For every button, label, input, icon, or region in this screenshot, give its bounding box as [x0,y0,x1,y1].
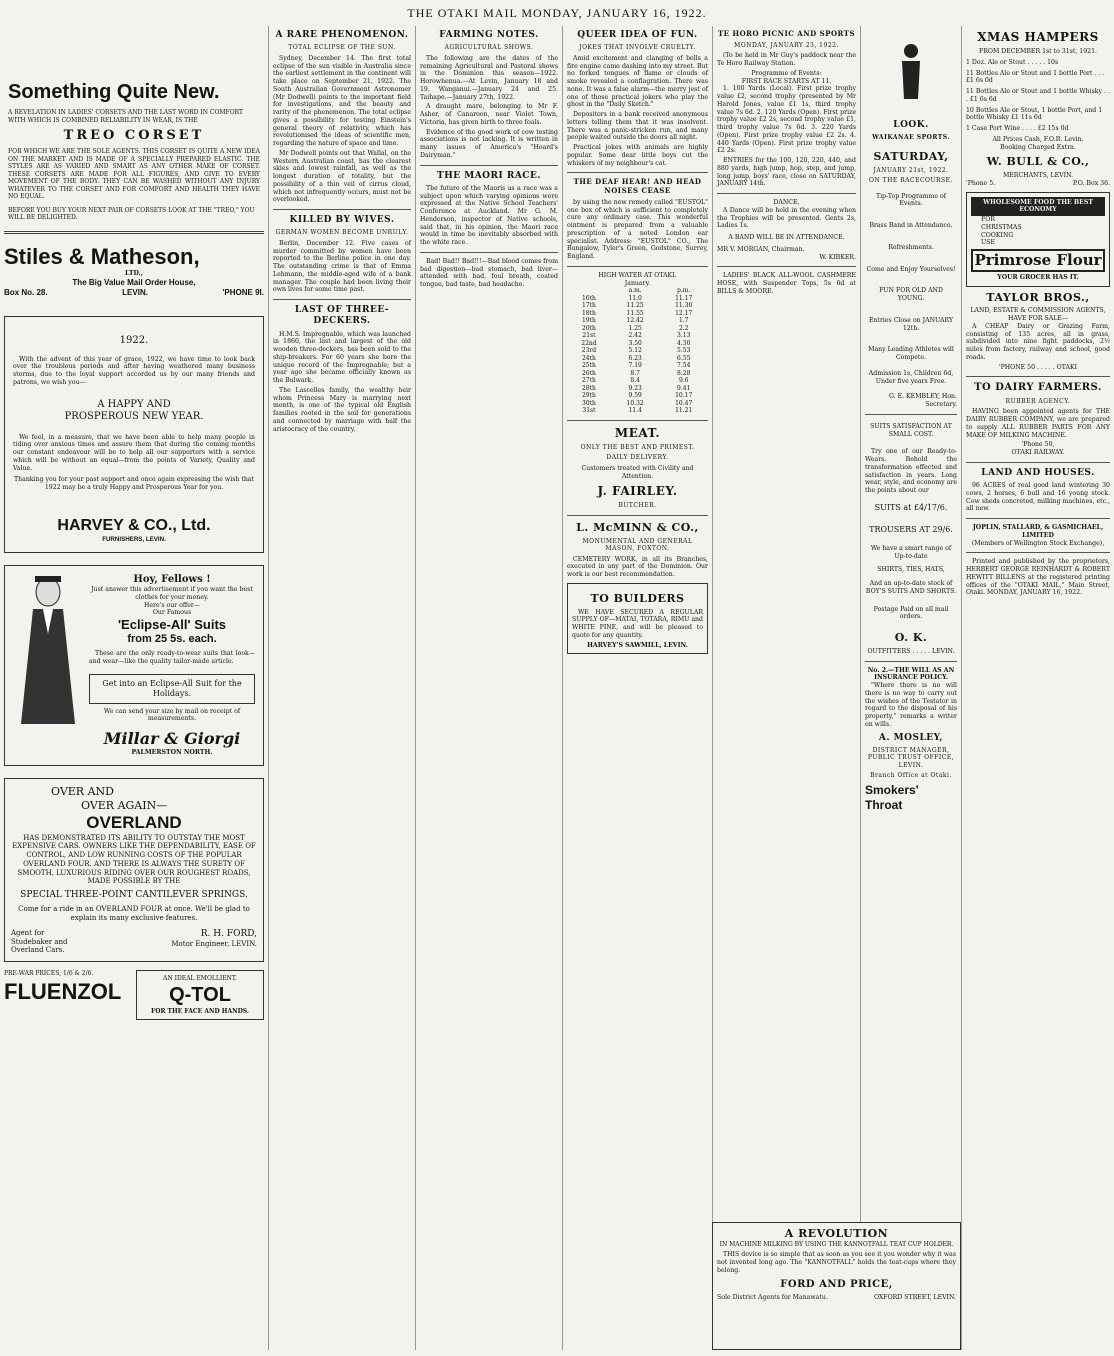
dance-title: DANCE. [773,199,800,206]
hamper-item: 1 Case Port Wine . . . . £2 15s 0d [966,125,1069,132]
meat-note: Customers treated with Civility and Attention. [581,464,694,480]
tides-col-day [567,287,611,295]
tides-row [567,385,708,393]
bull-box: P.O. Box 36. [1072,179,1110,187]
harvey-greeting1: A HAPPY AND [97,398,171,410]
bull-phone: 'Phone 5. [966,179,996,187]
bull-name: W. BULL & CO., [986,155,1090,169]
farming-p2: A draught mare, belonging to Mr F. Asher, of Canaroon, near Violet Town, Victoria, has given birth to three foals. [420,103,558,126]
tides-cell: 23rd [581,347,597,355]
farming-p1: The following are the dates of the remaining Agricultural and Pastoral shows in the Dominion this season—1922. Horowhenua.—At Levin, January 18 and 19. Wanganui.—January 24 and 25. Taihape.—January 27th, 1922. [420,54,558,101]
stiles-ltd: LTD., [125,270,143,278]
trousers-price: TROUSERS AT 29/6. [869,524,953,534]
divider [567,420,708,421]
tides-title: HIGH WATER AT OTAKI. [598,271,677,279]
harvey-ad [4,316,264,553]
gentleman-illustration-icon [13,574,83,757]
hamper-item: 1 Doz. Ale or Stout . . . . . 10s [966,58,1059,66]
column-news-1 [268,26,415,1350]
ok-name: O. K. [894,631,928,644]
admission: Admission 1s, Children 6d, Under five years Free. [868,369,954,385]
tides-cell: 25th [581,362,596,370]
eclipse-title: 'Eclipse-All' Suits [117,617,227,632]
hamper-items [966,59,1110,133]
tides-cell: 30th [581,399,596,407]
mcminn-body: CEMETERY WORK, in all its Branches, executed in any part of the Dominion. Our work is our best recommendation. [567,555,708,578]
hamper-booking: Booking Charged Extra. [1000,143,1076,151]
eclipse-line3: Our Famous [152,609,192,617]
eclipse-hoy: Hoy, Fellows ! [133,573,211,585]
tides-row [567,317,708,325]
tides-cell: 11.0 [628,294,642,302]
maori-p1: The future of the Maoris as a race was a subject upon which varying opinions were expressed at the Native School Teachers' Conference at Auckland. Mr G. M. Henderson, inspector of Native schools, said that, in his opinion, the Maori race would in time be inevitably absorbed with the white race. [420,184,558,246]
tides-row [567,325,708,333]
primrose-christmas: CHRISTMAS [981,223,1022,231]
eclipse-send: We can send your size by mail on receipt of measurements. [103,707,241,723]
butcher-trade: BUTCHER. [618,502,657,510]
stiles-town: LEVIN. [122,288,148,297]
look: LOOK. [893,120,929,130]
tip-top: Tip-Top Programme of Events. [875,192,947,208]
taylor-name: TAYLOR BROS., [986,290,1090,304]
divider [865,414,957,415]
stiles-box: Box No. 28. [4,288,48,297]
tides-cell: 11.25 [626,302,644,310]
tides-cell: 9.23 [628,384,642,392]
divider [4,231,264,234]
column-news-3 [562,26,712,1350]
tides-row [567,392,708,400]
divider [273,299,411,300]
maori-headline: THE MAORI RACE. [437,170,541,181]
hamper-cash: All Prices Cash, F.O.R. Levin. [992,135,1084,143]
three-deckers-headline: LAST OF THREE-DECKERS. [294,305,390,327]
revolution-role: Sole District Agents for Manawatu. [717,1294,828,1301]
harvey-thanks: Thanking you for your past support and once again expressing the wish that 1922 may be a truly Happy and Prosperous Year for you. [14,476,254,491]
builders-ad [567,583,708,655]
primrose-for: FOR [981,216,996,223]
overland-ride: Come for a ride in an OVERLAND FOUR at once. We'll be glad to explain its many exclusive features. [18,905,250,922]
column-advertisements [0,26,268,1350]
tides-cell: 9.6 [678,377,689,385]
divider [420,252,558,253]
chairman: MR V. MORGAN, Chairman. [717,245,805,253]
tides-cell: 1.25 [628,324,642,332]
tides-row [567,332,708,340]
tides-cell: 12.17 [675,309,693,317]
hamper-item: 11 Bottles Ale or Stout and 1 bottle Whisky . . . £1 6s 6d [966,88,1110,103]
tides-cell: 12.42 [626,317,644,325]
te-horo-first: FIRST RACE STARTS AT 11. [741,77,832,85]
xmas-hampers-title: XMAS HAMPERS [977,30,1099,44]
sawmill-name: HARVEY'S SAWMILL, LEVIN. [587,641,688,649]
harvey-greeting2: PROSPEROUS NEW YEAR. [64,411,204,422]
te-horo-entries: ENTRIES for the 100, 120, 220, 440, and 880 yards, high jump, hop, step, and jump, long jump, boys' race, close on SATURDAY, JANUARY 14th. [717,157,856,188]
treo-name: TREO CORSET [63,128,205,143]
tides-row [567,347,708,355]
refreshments: Refreshments. [888,243,934,251]
meat-title: MEAT. [614,425,661,440]
tides-cell: 18th [581,309,596,317]
qtol-sub: FOR THE FACE AND HANDS. [150,1007,249,1015]
meat-delivery: DAILY DELIVERY. [606,454,669,462]
tides-cell: 4.30 [677,339,691,347]
farming-headline: FARMING NOTES. [439,30,539,40]
secretary: W. KIBKER. [819,253,856,261]
overland-ad [4,778,264,962]
imprint: Printed and published by the proprietors, HERBERT GEORGE REINHARDT & ROBERT HEWITT BILLENS at the registered printing offices of the "OTAKI MAIL," Main Street, Otaki. MONDAY, JANUARY 16, 1922. [966,558,1110,597]
revolution-ad [712,1222,961,1350]
tides-cell: 5.12 [628,347,642,355]
eclipse-line1: Just answer this advertisement if you want the best clothes for your money. [91,586,253,601]
tides-cell: 5.53 [677,347,691,355]
divider [273,209,411,210]
tides-cell: 28th [581,384,596,392]
tides-table [567,287,708,415]
tides-cell: 2.42 [628,332,642,340]
tides-cell: 7.19 [628,362,642,370]
tides-cell: 6.55 [677,354,691,362]
taylor-trade: LAND, ESTATE & COMMISSION AGENTS, [970,307,1106,315]
primrose-cooking: COOKING [981,231,1014,239]
builders-body: WE HAVE SECURED A REGULAR SUPPLY OF—MATAI, TOTARA, RIMU and WHITE PINE, and will be pleased to quote for any quantity. [572,608,703,639]
overland-agent-trade: Motor Engineer, LEVIN. [171,940,257,948]
column-notices [860,26,961,1350]
column-commercial [961,26,1114,1350]
tides-row [567,310,708,318]
stiles-name: Stiles & Matheson, [4,243,200,269]
racecourse: ON THE RACECOURSE. [869,177,953,184]
qtol-name: Q-TOL [169,983,231,1006]
tides-cell: 8.7 [630,369,640,377]
mcminn-name: L. McMINN & CO., [576,520,699,534]
killed-subhead: GERMAN WOMEN BECOME UNRULY. [275,229,409,237]
taylor-sale-body: A CHEAP Dairy or Grazing Farm, consisting of 135 acres, all in grass, subdivided into nine fight paddocks, 2½ miles from factory, railway and school, good roads. [966,322,1110,361]
figure-illustration-icon [865,26,957,116]
tides-cell: 8.28 [677,369,691,377]
queer-fun-p3: Practical jokes with animals are highly popular. Some dear little boys cut the whiskers of my neighbour's cat. [567,144,708,167]
shirts-intro: We have a smart range of Up-to-date [870,544,952,560]
farming-subhead: AGRICULTURAL SHOWS. [444,44,534,52]
tides-cell: 6.23 [628,354,642,362]
treo-headline: Something Quite New. [8,81,220,103]
divider [966,462,1110,463]
column-news-2 [415,26,562,1350]
hamper-item: 10 Bottles Ale or Stout, 1 bottle Port, and 1 bottle Whisky £1 11s 6d [966,106,1103,122]
revolution-sub: IN MACHINE MILKING BY USING THE KANNOTFALL TEAT CUP HOLDER. [719,1240,954,1248]
tides-cell: 9.41 [677,384,691,392]
eclipse-get: Get into an Eclipse-All Suit for the Holidays. [89,674,255,704]
band-notice: A BAND WILL BE IN ATTENDANCE. [728,234,845,241]
divider [567,515,708,516]
dairy-title: TO DAIRY FARMERS. [974,382,1102,394]
joplin-name: JOPLIN, STALLARD, & GASMICHAEL, LIMITED [972,524,1104,539]
taylor-phone: 'PHONE 50 . . . . . OTAKI [998,363,1078,371]
bull-trade: MERCHANTS, LEVIN. [1002,172,1074,179]
tides-cell: 11.55 [626,309,644,317]
tides-cell: 2.2 [678,324,689,332]
tides-row [567,340,708,348]
land-body: 96 ACRES of real good land wintering 30 cows, 2 horses, 6 bull and 16 young stock. Cow sheds concreted, milking machines, etc., all new. [966,482,1110,513]
queer-fun-headline: QUEER IDEA OF FUN. [577,30,698,40]
harvey-name: HARVEY & CO., Ltd. [57,516,211,534]
harvey-trade: FURNISHERS, LEVIN. [102,535,166,543]
tides-cell: 16th [581,294,596,302]
xmas-from: FROM DECEMBER 1st to 31st, 1921. [978,48,1097,55]
tides-row [567,355,708,363]
tides-row [567,407,708,415]
divider [966,552,1110,553]
fluenzol-qtol-ads [4,970,264,1020]
tides-cell: 31st [582,407,596,415]
tides-cell: 3.13 [677,332,691,340]
tides-cell: 20th [581,324,596,332]
enjoy: Come and Enjoy Yourselves! [866,265,956,273]
primrose-grocer: YOUR GROCER HAS IT. [997,273,1079,281]
tides-cell: 11.21 [675,407,693,415]
rubber-body: HAVING been appointed agents for THE DAIRY RUBBER COMPANY, we are prepared to supply ALL RUBBER PARTS FOR ANY MAKE OF MILKING MACHINE. [966,408,1110,439]
stiles-phone: 'PHONE 9l. [222,288,264,297]
waikanae-sports: WAIKANAE SPORTS. [872,134,950,142]
qtol-emollient: AN IDEAL EMOLLIENT. [163,975,237,982]
tides-cell: 24th [581,354,596,362]
divider [420,165,558,166]
eclipse-article-headline: A RARE PHENOMENON. [275,30,409,40]
killed-p1: Berlin, December 12. Five cases of murder committed by women have been reported to the Berline police in one day. The outstanding crime is that of Emma Lehmann, the middle-aged wife of a bank manager. The couple had been living their own lives for some time past. [273,239,411,294]
suits-body: Try one of our Ready-to-Wears. Behold the transformation effected and satisfaction in years. Long wear, style, and economy are the points about our [865,448,957,494]
queer-fun-subhead: JOKES THAT INVOLVE CRUELTY. [579,44,696,52]
overland-agent: R. H. FORD, [200,928,257,939]
te-horo-date: MONDAY, JANUARY 23, 1922. [734,41,839,49]
suits-headline: SUITS SATISFACTION AT SMALL COST. [870,422,952,438]
stiles-tagline: The Big Value Mail Order House, [72,278,196,287]
divider [966,376,1110,377]
eclipse-price: from 25 5s. each. [127,633,217,646]
tides-row [567,362,708,370]
tides-cell: 27th [581,377,596,385]
tides-cell: 17th [581,302,596,310]
mosley-role: DISTRICT MANAGER, PUBLIC TRUST OFFICE, LEVIN. [867,746,955,769]
shirts: SHIRTS, TIES, HATS, [877,566,945,574]
tides-cell: 10.17 [675,392,693,400]
tides-cell: 3.50 [628,339,642,347]
divider [567,172,708,173]
harvey-year: 1922. [119,335,149,346]
wholesome: WHOLESOME FOOD THE BEST ECONOMY [971,197,1105,217]
fun: FUN FOR OLD AND YOUNG. [879,287,943,302]
tides-cell: 11.17 [675,294,693,302]
eclipse-desc: These are the only ready-to-wear suits that look—and wear—like the quality tailor-made article. [89,650,255,665]
joplin-sub: (Members of Wellington Stock Exchange), [971,539,1105,547]
divider [717,193,856,194]
eclipse-article-subhead: TOTAL ECLIPSE OF THE SUN. [288,44,396,52]
queer-fun-p1: Amid excitement and clanging of bells a fire engine came dashing into my street. But no forked tongues of flame or clouds of smoke revealed a conflagration. There was none. It was a false alarm—the merry jest of one of those practical jokers who play the ghost in the "Daily Sketch." [567,54,708,109]
treo-closing: BEFORE YOU BUY YOUR NEXT PAIR OF CORSETS LOOK AT THE "TREO," YOU WILL BE DELIGHTED. [8,206,255,222]
will-title: No. 2.—THE WILL AS AN INSURANCE POLICY. [867,666,955,682]
saturday: SATURDAY, [873,149,949,163]
rubber-phone: 'Phone 50, [1021,441,1055,449]
tides-row [567,400,708,408]
mcminn-trade: MONUMENTAL AND GENERAL MASON, FOXTON. [582,537,693,552]
tides-cell: 10.47 [675,399,693,407]
te-horo-headline: TE HORO PICNIC AND SPORTS [717,29,856,38]
revolution-firm: FORD AND PRICE, [780,1278,893,1290]
athletes: Many Leading Athletes will Compete. [868,346,954,361]
tides-cell: 1.7 [678,317,689,325]
divider [717,266,856,267]
brass-band: Brass Band in Attendance. [869,222,953,229]
tides-cell: 10.32 [626,399,644,407]
mosley-name: A. MOSLEY, [878,732,944,743]
eclipse-line2: Here's our offer— [143,601,201,609]
hamper-item: 11 Bottles Ale or Stout and 1 bottle Port . . . £1 6s 0d [966,69,1105,85]
treo-intro: A REVELATION IN LADIES' CORSETS AND THE LAST WORD IN COMFORT WITH WHICH IS COMBINED RELIABILITY IN WEAR, IS THE [8,109,244,124]
treo-body: FOR WHICH WE ARE THE SOLE AGENTS. THIS CORSET IS QUITE A NEW IDEA ON THE MARKET AND IS MADE OF A SPECIALLY PREPARED ELASTIC. THE STYLES ARE AS VARIED AND SMART AS ANY OTHER MAKE OF CORSET. THESE CORSETS ARE MADE FOR ALL FIGURES, AND GIVE TO EVERY MOVEMENT OF THE BODY. THEY CAN BE WASHED WITHOUT ANY INJURY WHATEVER TO THE CORSET AND FOR COMFORT AND HEALTH THEY HAVE NO EQUAL. [8,148,260,201]
tides-cell: 11.4 [628,407,642,415]
treo-corset-ad [4,76,264,226]
waikanae-secretary: G. E. KEMBLEY, Hon. Secretary. [888,393,957,408]
lascelles-p1: The Lascelles family, the wealthy heir whom Princess Mary is marrying next month, is one of the typical old English families rooted in the soil for generations and connected by marriage with half the aristocracy of the country. [273,386,411,433]
smokers-throat: Smokers' Throat [865,782,919,812]
tides-cell: 21st [582,332,596,340]
eclipse-article-p2: Mr Dodwell points out that Wallal, on the Western Australian coast, has the clearest skies and lowest rainfall, as well as the longest duration of totality, but the possibility of a thin veil of cirrus cloud, which not infrequently occurs, must not be overlooked. [273,149,411,204]
tides-row [567,302,708,310]
overland-body: HAS DEMONSTRATED ITS ABILITY TO OUTSTAY THE MOST EXPENSIVE CARS. OWNERS LIKE THE DEPENDABILITY, EASE OF CONTROL, AND LOW RUNNING COSTS OF THE POPULAR OVERLAND FOUR. AND THERE IS ALWAYS THE SURETY OF SMOOTH, LUXURIOUS RIDING OVER OUR ROUGHEST ROADS, MADE POSSIBLE BY THE [12,833,256,886]
harvey-intro: With the advent of this year of grace, 1922, we have time to look back over the troublous periods and after having weathered many business storms, due to the loyal support accorded us by our many friends and patrons, we wish you— [13,355,255,386]
tides-row [567,377,708,385]
tides-cell: 8.4 [630,377,640,385]
butcher-name: J. FAIRLEY. [597,484,678,499]
overland-springs: SPECIAL THREE-POINT CANTILEVER SPRINGS. [20,890,248,900]
tides-cell: 29th [581,392,596,400]
eclipse-suits-ad [4,565,264,766]
harvey-body: We feel, in a measure, that we have been able to help many people in tiding over anxious times and assure them that during the coming months our constant endeavour will be to help all our supporters with a service which will be without an equal—from the points of Variety, Quality and Value. [13,433,255,472]
primrose-use: USE [981,239,995,247]
suits-price: SUITS at £4/17/6. [874,502,948,512]
revolution-title: A REVOLUTION [784,1227,889,1240]
divider [865,661,957,662]
taylor-forsale: HAVE FOR SALE— [1007,315,1069,322]
rubber-agency: RUBBER AGENCY. [1005,397,1071,405]
tides-cell: 11.30 [675,302,693,310]
will-body: "Where there is no will there is no way to carry out the wishes of the Testator in regard to the disposal of his property," remarks a writer on wills. [865,682,957,728]
ladies-hose-ad: LADIES' BLACK ALL-WOOL CASHMERE HOSE, with Suspender Tops, 5s 6d at BILLS & MOORE. [717,272,856,295]
farming-p3: Evidence of the good work of cow testing associations is not lacking. It is written in many issues of America's "Hoard's Dairyman." [420,128,558,159]
ok-outfitters: OUTFITTERS . . . . . LEVIN. [867,647,955,655]
deaf-headline: THE DEAF HEAR! AND HEAD NOISES CEASE [573,177,702,195]
overland-l2: OVER AGAIN— [81,798,168,812]
primrose-flour-ad [966,192,1110,287]
meat-sub: ONLY THE BEST AND PRIMEST. [580,443,695,451]
primrose-name: Primrose Flour [971,249,1105,272]
divider [567,266,708,267]
sat-date: JANUARY 21st, 1922. [873,166,949,174]
revolution-body: THIS device is so simple that as soon as you see it you wonder why it was not invented long ago. The "KANNOTFALL" holds the teat-cups where they belong. [717,1251,956,1274]
overland-l1: OVER AND [51,784,114,798]
bad-blood-p1: Bad! Bad!! Bad!!!—Bad blood comes from bad digestion—bad stomach, bad liver—attended with bad, foul breath, coated tongue, bad taste, bad headache. [420,257,558,288]
deaf-body: by using the new remedy called "EUSTOL" one box of which is sufficient to completely cure any ordinary case. This wonderful ointment is prepared from a valuable prescription of a noted London ear specialist. Address: "EUSTOL" CO., The Bungalow, Tyler's Green, Godstone, Surrey, England. [567,198,708,260]
tides-month: January. [624,279,651,287]
tides-cell: 22nd [581,339,597,347]
entries-close: Entries Close on JANUARY 12th. [868,316,954,332]
land-title: LAND AND HOUSES. [981,467,1095,478]
mosley-branch: Branch Office at Otaki. [870,772,952,780]
tides-cell: 7.54 [677,362,691,370]
dance-body: A Dance will be held in the evening when the Trophies will be presented. Gents 2s, Ladies 1s. [717,206,856,230]
mail-orders: Postage Paid on all mail orders. [873,605,949,621]
tides-cell: 9.59 [628,392,642,400]
fluenzol-prices: PRE-WAR PRICES, 1/6 & 2/6. [4,970,94,977]
overland-name: OVERLAND [86,813,182,833]
boys-suits: And an up-to-date stock of BOY'S SUITS AND SHORTS. [865,580,957,595]
masthead: THE OTAKI MAIL MONDAY, JANUARY 16, 1922. [407,6,707,20]
eclipse-town: PALMERSTON NORTH. [131,749,213,756]
tides-row [567,370,708,378]
three-deckers-p1: H.M.S. Impregnable, which was launched in 1860, the last and largest of the old wooden three-deckers, has been sold to the ship-breakers. For 60 years she bore the unique record of the Impregnable; but a year ago she became officially known as the Bulwark. [273,330,411,384]
tides-col-am: a.m. [628,287,642,295]
tides-col-pm: p.m. [677,287,691,295]
te-horo-intro: (To be held in Mr Guy's paddock near the Te Horo Railway Station. [717,52,856,67]
otaki-railway: OTAKI RAILWAY. [1011,449,1065,456]
te-horo-events: 1. 100 Yards (Local). First prize trophy value £2, second trophy (presented by Mr Harold Jones, value £1 1s, third trophy value 7s 6d. 2. 120 Yards (Open). First prize trophy value £2 2s, second trophy value £1, third trophy value 7s 6d. 3. 220 Yards (Open). First prize trophy value £2 2s. 4. 440 Yards (Open). First prize trophy value £2 2s. [717,85,856,155]
divider [966,518,1110,519]
eclipse-store: Millar & Giorgi [103,729,241,748]
revolution-addr: OXFORD STREET, LEVIN. [873,1294,956,1301]
eclipse-article-p1: Sydney, December 14. The first total eclipse of the sun visible in Australia since the earliest settlement in the continent will take place on September 21, 1922. The South Australian Government Astronomer (Mr Dodwell) points to the important field for investigations, and the beauty and rarity of the phenomenon. The total eclipse gives a possibility for testing Einstein's general theory of relativity, which has revolutionised the ideas of scientific men, regarding the nature of space and time. [273,54,411,147]
tides-cell: 19th [581,317,596,325]
column-te-horo [712,26,860,1350]
overland-agent-label: Agent for Studebaker and Overland Cars. [11,928,68,955]
fluenzol-name: FLUENZOL [4,978,122,1004]
queer-fun-p2: Depositors in a bank received anonymous letters telling them that it was insolvent. There was a panic-stricken run, and many people waited outside the doors all night. [567,111,708,142]
killed-headline: KILLED BY WIVES. [289,215,395,225]
te-horo-prog: Programme of Events: [751,69,822,77]
tides-row [567,295,708,303]
tides-cell: 26th [581,369,596,377]
builders-title: TO BUILDERS [590,591,685,605]
stiles-matheson-ad [4,239,264,302]
